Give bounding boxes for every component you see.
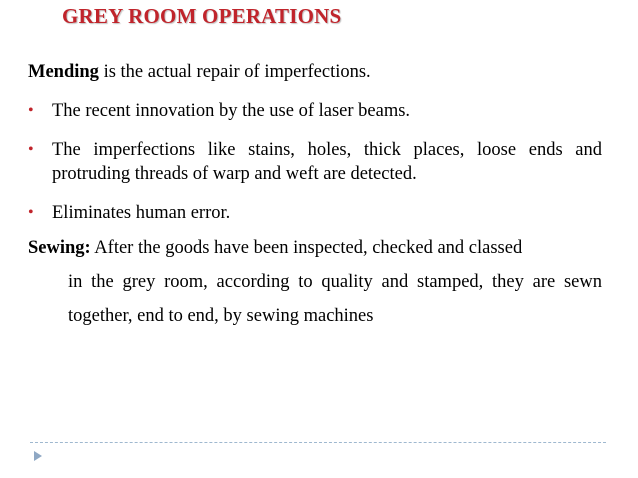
slide-title: GREY ROOM OPERATIONS: [62, 4, 342, 28]
sewing-first-line: [28, 231, 602, 265]
mending-definition: is the actual repair of imperfections.: [98, 62, 371, 82]
bullet-item-laser: [28, 99, 602, 123]
bullet-item-imperfections: [28, 138, 602, 186]
sewing-continuation: in the grey room, according to quality and stamped, they are sewn together, end to end, by sewing machines: [68, 272, 602, 326]
mending-term: Mending: [28, 62, 99, 82]
slide-body: [28, 60, 602, 333]
bullet-text: The recent innovation by the use of laser beams.: [52, 101, 411, 121]
bullet-icon: •: [28, 102, 34, 119]
bullet-text: Eliminates human error.: [52, 203, 231, 223]
bullet-icon: •: [28, 141, 34, 158]
bullet-item-human-error: [28, 201, 602, 225]
sewing-line1: After the goods have been inspected, checked and classed: [90, 238, 523, 258]
sewing-paragraph: [28, 231, 602, 333]
mending-paragraph: [28, 60, 602, 84]
bullet-text: The imperfections like stains, holes, thick places, loose ends and protruding threads of warp and weft are detected.: [52, 140, 602, 184]
sewing-term: Sewing:: [28, 238, 91, 258]
footer-divider: [30, 442, 606, 443]
triangle-right-icon: [34, 451, 42, 461]
bullet-icon: •: [28, 204, 34, 221]
